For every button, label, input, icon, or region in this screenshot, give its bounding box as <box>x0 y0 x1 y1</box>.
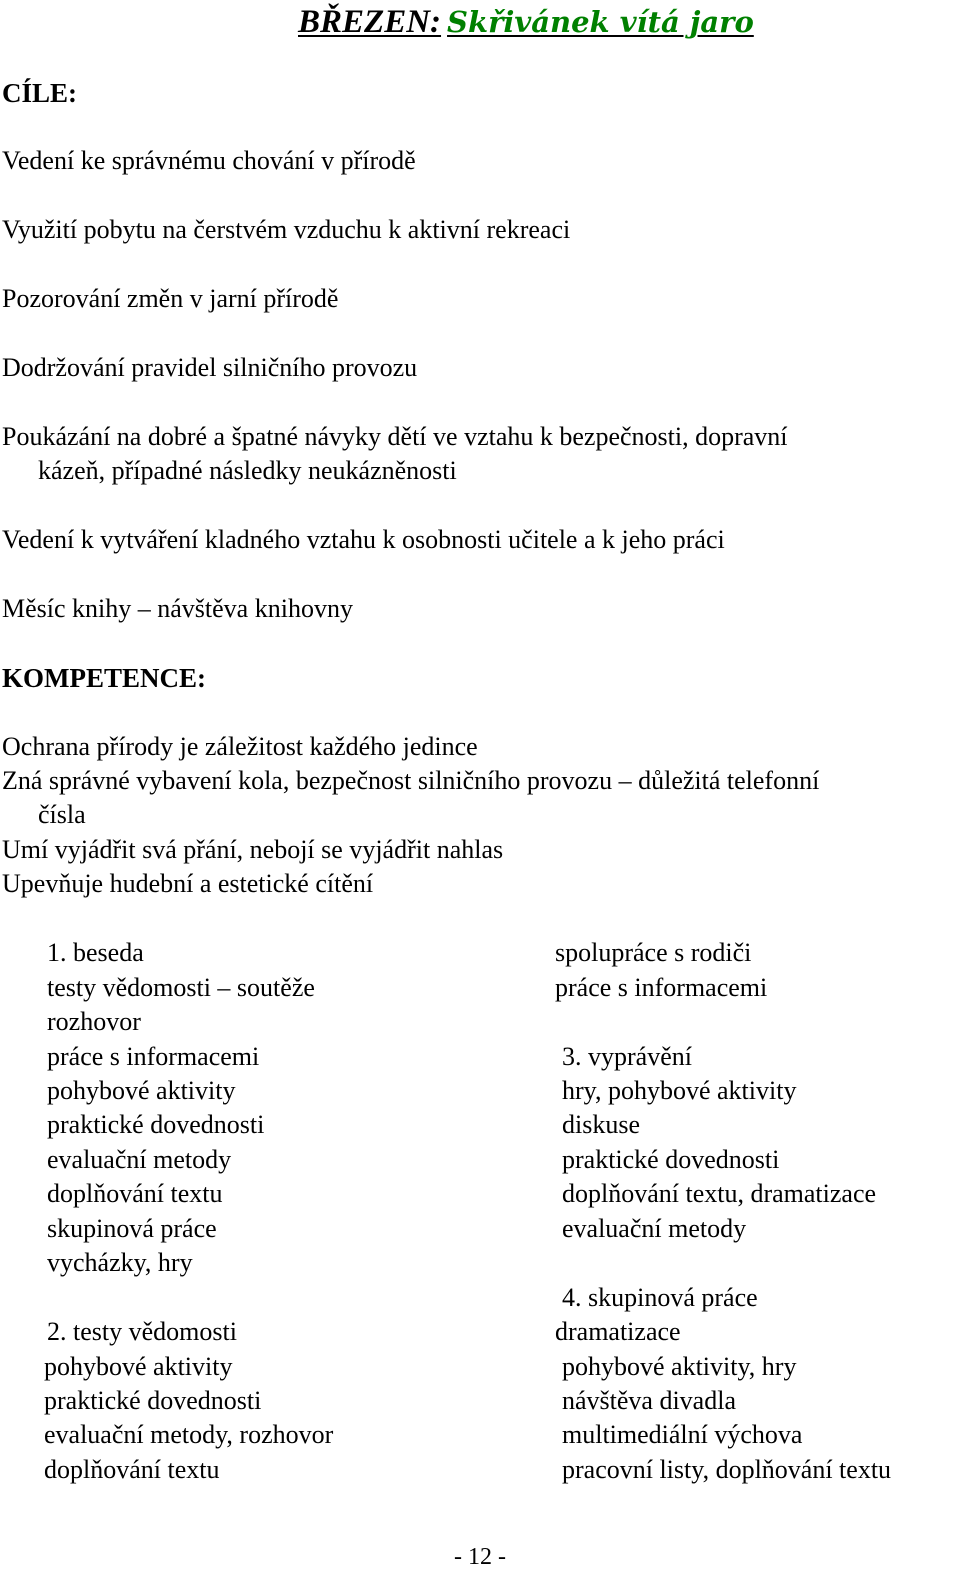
competence-item-continuation: čísla <box>38 800 86 829</box>
title-month: BŘEZEN: <box>298 4 442 40</box>
week-3-item: praktické dovednosti <box>562 1145 780 1174</box>
goal-item: Měsíc knihy – návštěva knihovny <box>2 594 353 623</box>
week-4-item: multimediální výchova <box>562 1420 803 1449</box>
goal-item: Využití pobytu na čerstvém vzduchu k aktivní rekreaci <box>2 215 571 244</box>
week-1-item: praktické dovednosti <box>47 1110 265 1139</box>
title-theme: Skřivánek vítá jaro <box>447 5 754 39</box>
week-2-item: pohybové aktivity <box>44 1352 233 1381</box>
week-1-item: evaluační metody <box>47 1145 232 1174</box>
week-1-item: doplňování textu <box>47 1179 223 1208</box>
goal-item: Pozorování změn v jarní přírodě <box>2 284 339 313</box>
week-1-item: skupinová práce <box>47 1214 217 1243</box>
week-2-item: evaluační metody, rozhovor <box>44 1420 334 1449</box>
competences-heading: KOMPETENCE: <box>2 663 207 693</box>
week-3-item: 3. vyprávění <box>562 1042 692 1071</box>
page-title <box>298 2 754 42</box>
week-1-item: rozhovor <box>47 1007 141 1036</box>
week-4-item: dramatizace <box>555 1317 681 1346</box>
week-2-item: doplňování textu <box>44 1455 220 1484</box>
week-3-item: evaluační metody <box>562 1214 747 1243</box>
goal-item: Dodržování pravidel silničního provozu <box>2 353 418 382</box>
week-4-item: 4. skupinová práce <box>562 1283 758 1312</box>
week-4-item: pohybové aktivity, hry <box>562 1352 797 1381</box>
competence-item: Zná správné vybavení kola, bezpečnost silničního provozu – důležitá telefonní <box>2 766 820 795</box>
week-1-item: 1. beseda <box>47 938 144 967</box>
page-number: - 12 - <box>454 1544 506 1570</box>
competence-item: Ochrana přírody je záležitost každého jedince <box>2 732 478 761</box>
week-4-item: návštěva divadla <box>562 1386 736 1415</box>
week-3-item: doplňování textu, dramatizace <box>562 1179 877 1208</box>
competence-item: Upevňuje hudební a estetické cítění <box>2 869 374 898</box>
week-1-item: vycházky, hry <box>47 1248 193 1277</box>
right-top-item: práce s informacemi <box>555 973 768 1002</box>
week-1-item: práce s informacemi <box>47 1042 260 1071</box>
competence-item: Umí vyjádřit svá přání, nebojí se vyjádřit nahlas <box>2 835 504 864</box>
week-1-item: testy vědomosti – soutěže <box>47 973 315 1002</box>
goal-item: Vedení ke správnému chování v přírodě <box>2 146 416 175</box>
goal-item: Vedení k vytváření kladného vztahu k osobnosti učitele a k jeho práci <box>2 525 725 554</box>
week-2-item: praktické dovednosti <box>44 1386 262 1415</box>
week-1-item: pohybové aktivity <box>47 1076 236 1105</box>
week-2-item: 2. testy vědomosti <box>47 1317 237 1346</box>
goal-item-continuation: kázeň, případné následky neukázněnosti <box>38 456 457 485</box>
week-4-item: pracovní listy, doplňování textu <box>562 1455 892 1484</box>
week-3-item: diskuse <box>562 1110 640 1139</box>
week-3-item: hry, pohybové aktivity <box>562 1076 797 1105</box>
right-top-item: spolupráce s rodiči <box>555 938 752 967</box>
goal-item: Poukázání na dobré a špatné návyky dětí ve vztahu k bezpečnosti, dopravní <box>2 422 788 451</box>
goals-heading: CÍLE: <box>2 78 78 108</box>
